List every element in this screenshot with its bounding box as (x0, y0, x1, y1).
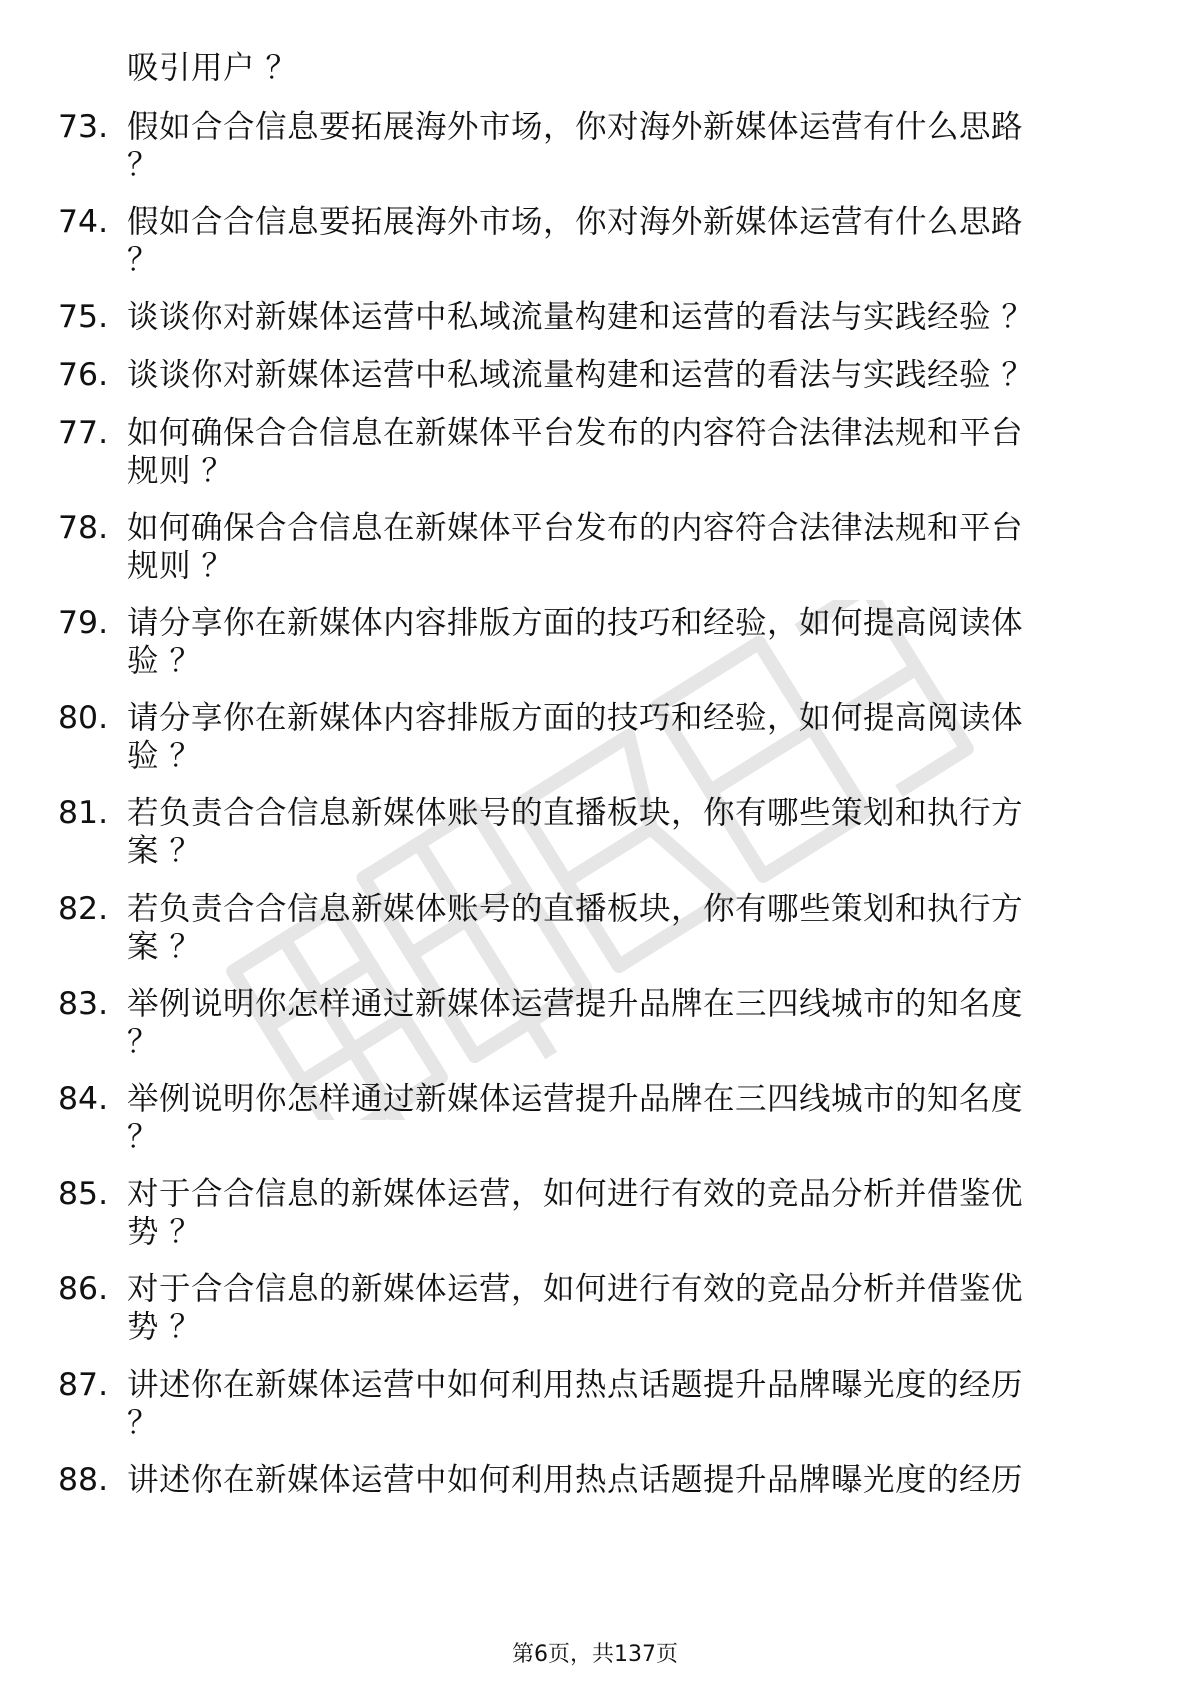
item-number: 86. (58, 1271, 109, 1307)
item-text-line1: 假如合合信息要拓展海外市场，你对海外新媒体运营有什么思路 (127, 109, 1024, 145)
item-number: 84. (58, 1081, 109, 1117)
item-text-line1: 请分享你在新媒体内容排版方面的技巧和经验，如何提高阅读体 (127, 605, 1024, 641)
item-text-line1: 对于合合信息的新媒体运营，如何进行有效的竞品分析并借鉴优 (127, 1176, 1024, 1212)
page-footer: 第6页，共137页 (512, 1642, 678, 1667)
item-number: 73. (58, 109, 109, 145)
item-number: 77. (58, 415, 109, 451)
item-number: 80. (58, 700, 109, 736)
item-text-line1: 谈谈你对新媒体运营中私域流量构建和运营的看法与实践经验 ？ (127, 357, 1034, 393)
item-text-line1: 讲述你在新媒体运营中如何利用热点话题提升品牌曝光度的经历 (127, 1462, 1024, 1498)
item-text-line2: ？ (127, 1024, 160, 1060)
item-text-line1: 举例说明你怎样通过新媒体运营提升品牌在三四线城市的知名度 (127, 1081, 1024, 1117)
item-text-line2: 势 ？ (127, 1214, 202, 1250)
item-text-line1: 若负责合合信息新媒体账号的直播板块，你有哪些策划和执行方 (127, 891, 1024, 927)
continuation-line: 吸引用户 ？ (127, 50, 298, 86)
item-text-line1: 假如合合信息要拓展海外市场，你对海外新媒体运营有什么思路 (127, 204, 1024, 240)
item-text-line2: ？ (127, 147, 160, 183)
item-number: 75. (58, 299, 109, 335)
item-text-line1: 举例说明你怎样通过新媒体运营提升品牌在三四线城市的知名度 (127, 986, 1024, 1022)
item-text-line2: 规则 ？ (127, 548, 234, 584)
item-number: 79. (58, 605, 109, 641)
item-text-line2: ？ (127, 242, 160, 278)
item-text-line2: 验 ？ (127, 738, 202, 774)
item-text-line2: 验 ？ (127, 643, 202, 679)
item-text-line1: 如何确保合合信息在新媒体平台发布的内容符合法律法规和平台 (127, 415, 1024, 451)
item-text-line1: 请分享你在新媒体内容排版方面的技巧和经验，如何提高阅读体 (127, 700, 1024, 736)
item-number: 87. (58, 1367, 109, 1403)
watermark-stamp (190, 600, 1010, 1120)
item-text-line1: 讲述你在新媒体运营中如何利用热点话题提升品牌曝光度的经历 (127, 1367, 1024, 1403)
item-text-line2: 案 ？ (127, 929, 202, 965)
item-number: 74. (58, 204, 109, 240)
item-text-line2: ？ (127, 1405, 160, 1441)
item-text-line2: 规则 ？ (127, 453, 234, 489)
item-text-line1: 如何确保合合信息在新媒体平台发布的内容符合法律法规和平台 (127, 510, 1024, 546)
item-number: 85. (58, 1176, 109, 1212)
item-number: 88. (58, 1462, 109, 1498)
item-number: 83. (58, 986, 109, 1022)
item-number: 78. (58, 510, 109, 546)
item-text-line2: ？ (127, 1119, 160, 1155)
item-text-line2: 势 ？ (127, 1309, 202, 1345)
item-text-line2: 案 ？ (127, 833, 202, 869)
item-number: 81. (58, 795, 109, 831)
item-text-line1: 若负责合合信息新媒体账号的直播板块，你有哪些策划和执行方 (127, 795, 1024, 831)
item-number: 82. (58, 891, 109, 927)
item-number: 76. (58, 357, 109, 393)
item-text-line1: 对于合合信息的新媒体运营，如何进行有效的竞品分析并借鉴优 (127, 1271, 1024, 1307)
item-text-line1: 谈谈你对新媒体运营中私域流量构建和运营的看法与实践经验 ？ (127, 299, 1034, 335)
